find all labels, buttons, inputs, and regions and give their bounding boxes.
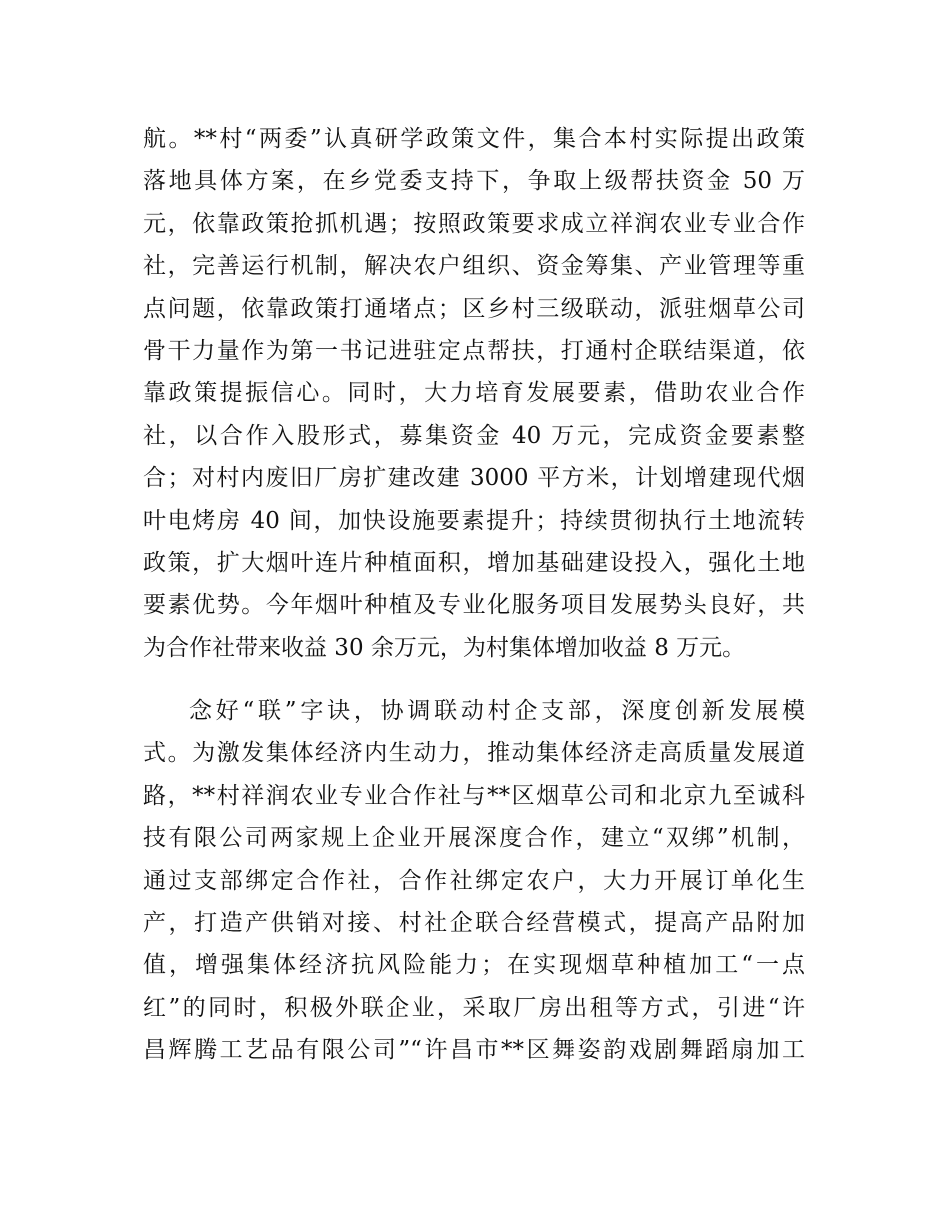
paragraph-line: 合；对村内废旧厂房扩建改建 3000 平方米，计划增建现代烟: [143, 465, 805, 492]
paragraph-line: 产，打造产供销对接、村社企联合经营模式，提高产品附加: [143, 909, 805, 936]
paragraph-line: 航。**村“两委”认真研学政策文件，集合本村实际提出政策: [143, 126, 805, 152]
paragraph-line: 为合作社带来收益 30 余万元，为村集体增加收益 8 万元。: [143, 634, 746, 661]
paragraph-line: 式。为激发集体经济内生动力，推动集体经济走高质量发展道: [143, 740, 805, 767]
paragraph-line: 要素优势。今年烟叶种植及专业化服务项目发展势头良好，共: [143, 592, 805, 619]
paragraph-line: 路，**村祥润农业专业合作社与**区烟草公司和北京九至诚科: [143, 782, 805, 809]
paragraph-line: 社，以合作入股形式，募集资金 40 万元，完成资金要素整: [143, 422, 805, 449]
paragraph-line: 昌辉腾工艺品有限公司”“许昌市**区舞姿韵戏剧舞蹈扇加工: [143, 1037, 805, 1064]
paragraph-line: 技有限公司两家规上企业开展深度合作，建立“双绑”机制，: [143, 825, 805, 852]
paragraph-line: 骨干力量作为第一书记进驻定点帮扶，打通村企联结渠道，依: [143, 337, 805, 364]
paragraph-1: [143, 118, 805, 669]
paragraph-line: 值，增强集体经济抗风险能力；在实现烟草种植加工“一点: [143, 952, 805, 979]
paragraph-line: 点问题，依靠政策打通堵点；区乡村三级联动，派驻烟草公司: [143, 295, 805, 322]
paragraph-line: 叶电烤房 40 间，加快设施要素提升；持续贯彻执行土地流转: [143, 507, 805, 534]
paragraph-line: 念好“联”字诀，协调联动村企支部，深度创新发展模: [189, 698, 805, 724]
paragraph-line: 通过支部绑定合作社，合作社绑定农户，大力开展订单化生: [143, 867, 805, 894]
paragraph-line: 靠政策提振信心。同时，大力培育发展要素，借助农业合作: [143, 380, 805, 407]
paragraph-line: 红”的同时，积极外联企业，采取厂房出租等方式，引进“许: [143, 994, 805, 1021]
paragraph-2: [143, 690, 805, 1072]
paragraph-line: 政策，扩大烟叶连片种植面积，增加基础建设投入，强化土地: [143, 549, 805, 576]
paragraph-line: 社，完善运行机制，解决农户组织、资金筹集、产业管理等重: [143, 253, 805, 280]
paragraph-line: 元，依靠政策抢抓机遇；按照政策要求成立祥润农业专业合作: [143, 210, 805, 237]
paragraph-line: 落地具体方案，在乡党委支持下，争取上级帮扶资金 50 万: [143, 168, 805, 195]
